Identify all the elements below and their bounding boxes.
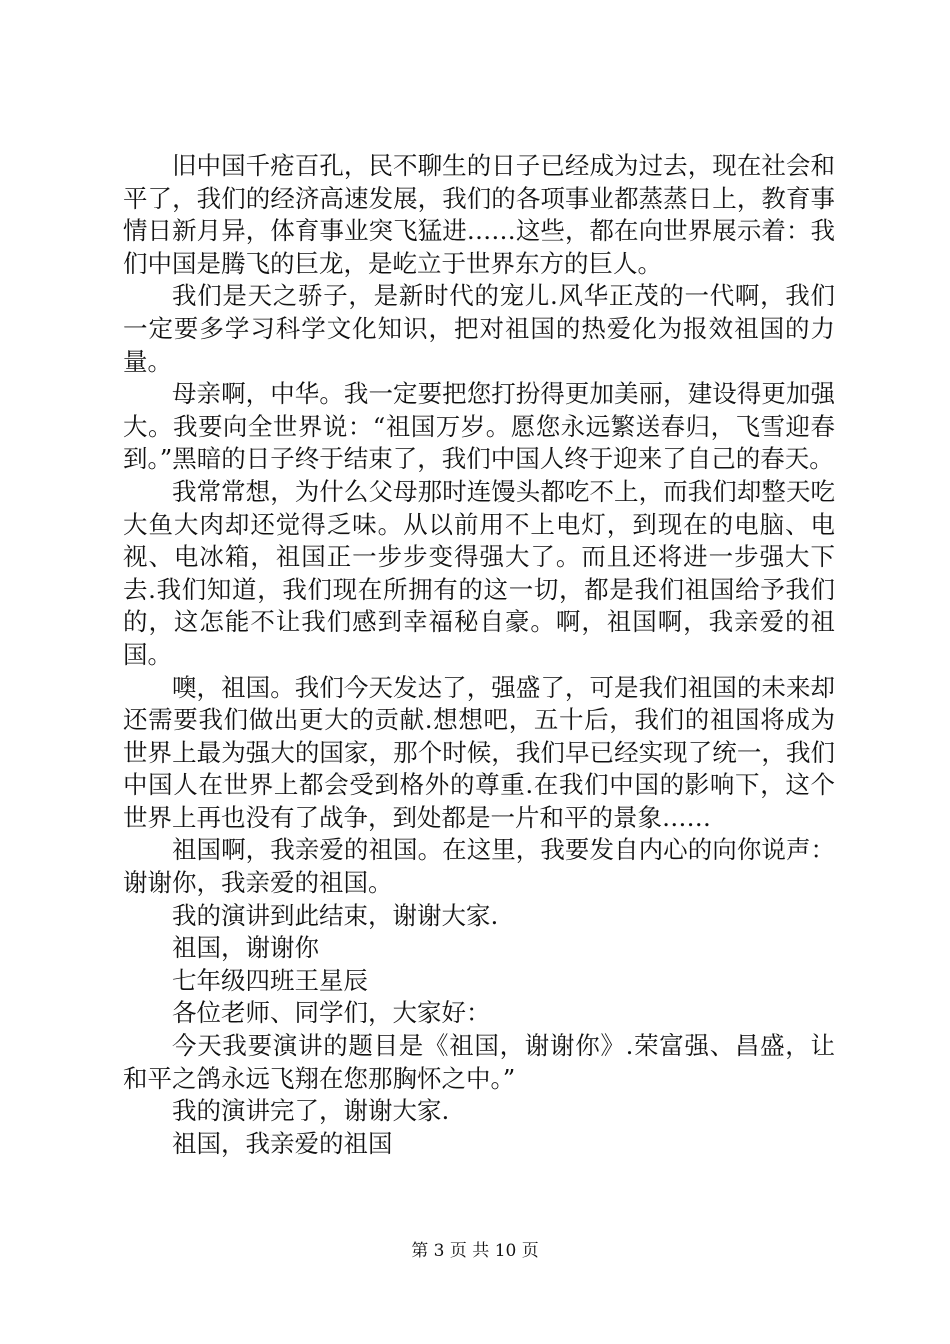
paragraph: 七年级四班王星辰 bbox=[172, 965, 368, 995]
paragraph: 祖国，我亲爱的祖国 bbox=[172, 1128, 393, 1158]
paragraph: 我常常想，为什么父母那时连馒头都吃不上，而我们却整天吃大鱼大肉却还觉得乏味。从以前用不上电灯，到现在的电脑、电视、电冰箱，祖国正一步步变得强大了。而且还将进一步强大下去.我们知道，我们现在所拥有的这一切，都是我们祖国给予我们的，这怎能不让我们感到幸福秘自豪。啊，祖国啊，我亲爱的祖国。 bbox=[123, 476, 835, 669]
paragraph: 我们是天之骄子，是新时代的宠儿.风华正茂的一代啊，我们一定要多学习科学文化知识，把对祖国的热爱化为报效祖国的力量。 bbox=[123, 281, 835, 376]
paragraph: 祖国啊，我亲爱的祖国。在这里，我要发自内心的向你说声：谢谢你，我亲爱的祖国。 bbox=[123, 835, 835, 898]
paragraph: 旧中国千疮百孔，民不聊生的日子已经成为过去，现在社会和平了，我们的经济高速发展，我们的各项事业都蒸蒸日上，教育事情日新月异，体育事业突飞猛进……这些，都在向世界展示着：我们中国是腾飞的巨龙，是屹立于世界东方的巨人。 bbox=[123, 151, 835, 278]
paragraph: 今天我要演讲的题目是《祖国，谢谢你》.荣富强、昌盛，让和平之鸽永远飞翔在您那胸怀之中。” bbox=[123, 1031, 835, 1093]
document-body bbox=[123, 150, 835, 1160]
paragraph: 我的演讲完了，谢谢大家. bbox=[172, 1096, 450, 1126]
paragraph: 各位老师、同学们，大家好： bbox=[172, 998, 491, 1028]
paragraph: 母亲啊，中华。我一定要把您打扮得更加美丽，建设得更加强大。我要向全世界说：“祖国万岁。愿您永远繁送春归，飞雪迎春到。”黑暗的日子终于结束了，我们中国人终于迎来了自己的春天。 bbox=[123, 379, 835, 474]
page-footer bbox=[0, 1240, 950, 1262]
paragraph: 我的演讲到此结束，谢谢大家. bbox=[172, 900, 499, 930]
paragraph: 噢，祖国。我们今天发达了，强盛了，可是我们祖国的未来却还需要我们做出更大的贡献.想想吧，五十后，我们的祖国将成为世界上最为强大的国家，那个时候，我们早已经实现了统一，我们中国人在世界上都会受到格外的尊重.在我们中国的影响下，这个世界上再也没有了战争，到处都是一片和平的景象…… bbox=[123, 672, 835, 832]
paragraph: 祖国，谢谢你 bbox=[172, 933, 319, 963]
page-number-label: 第 3 页 共 10 页 bbox=[411, 1241, 539, 1261]
